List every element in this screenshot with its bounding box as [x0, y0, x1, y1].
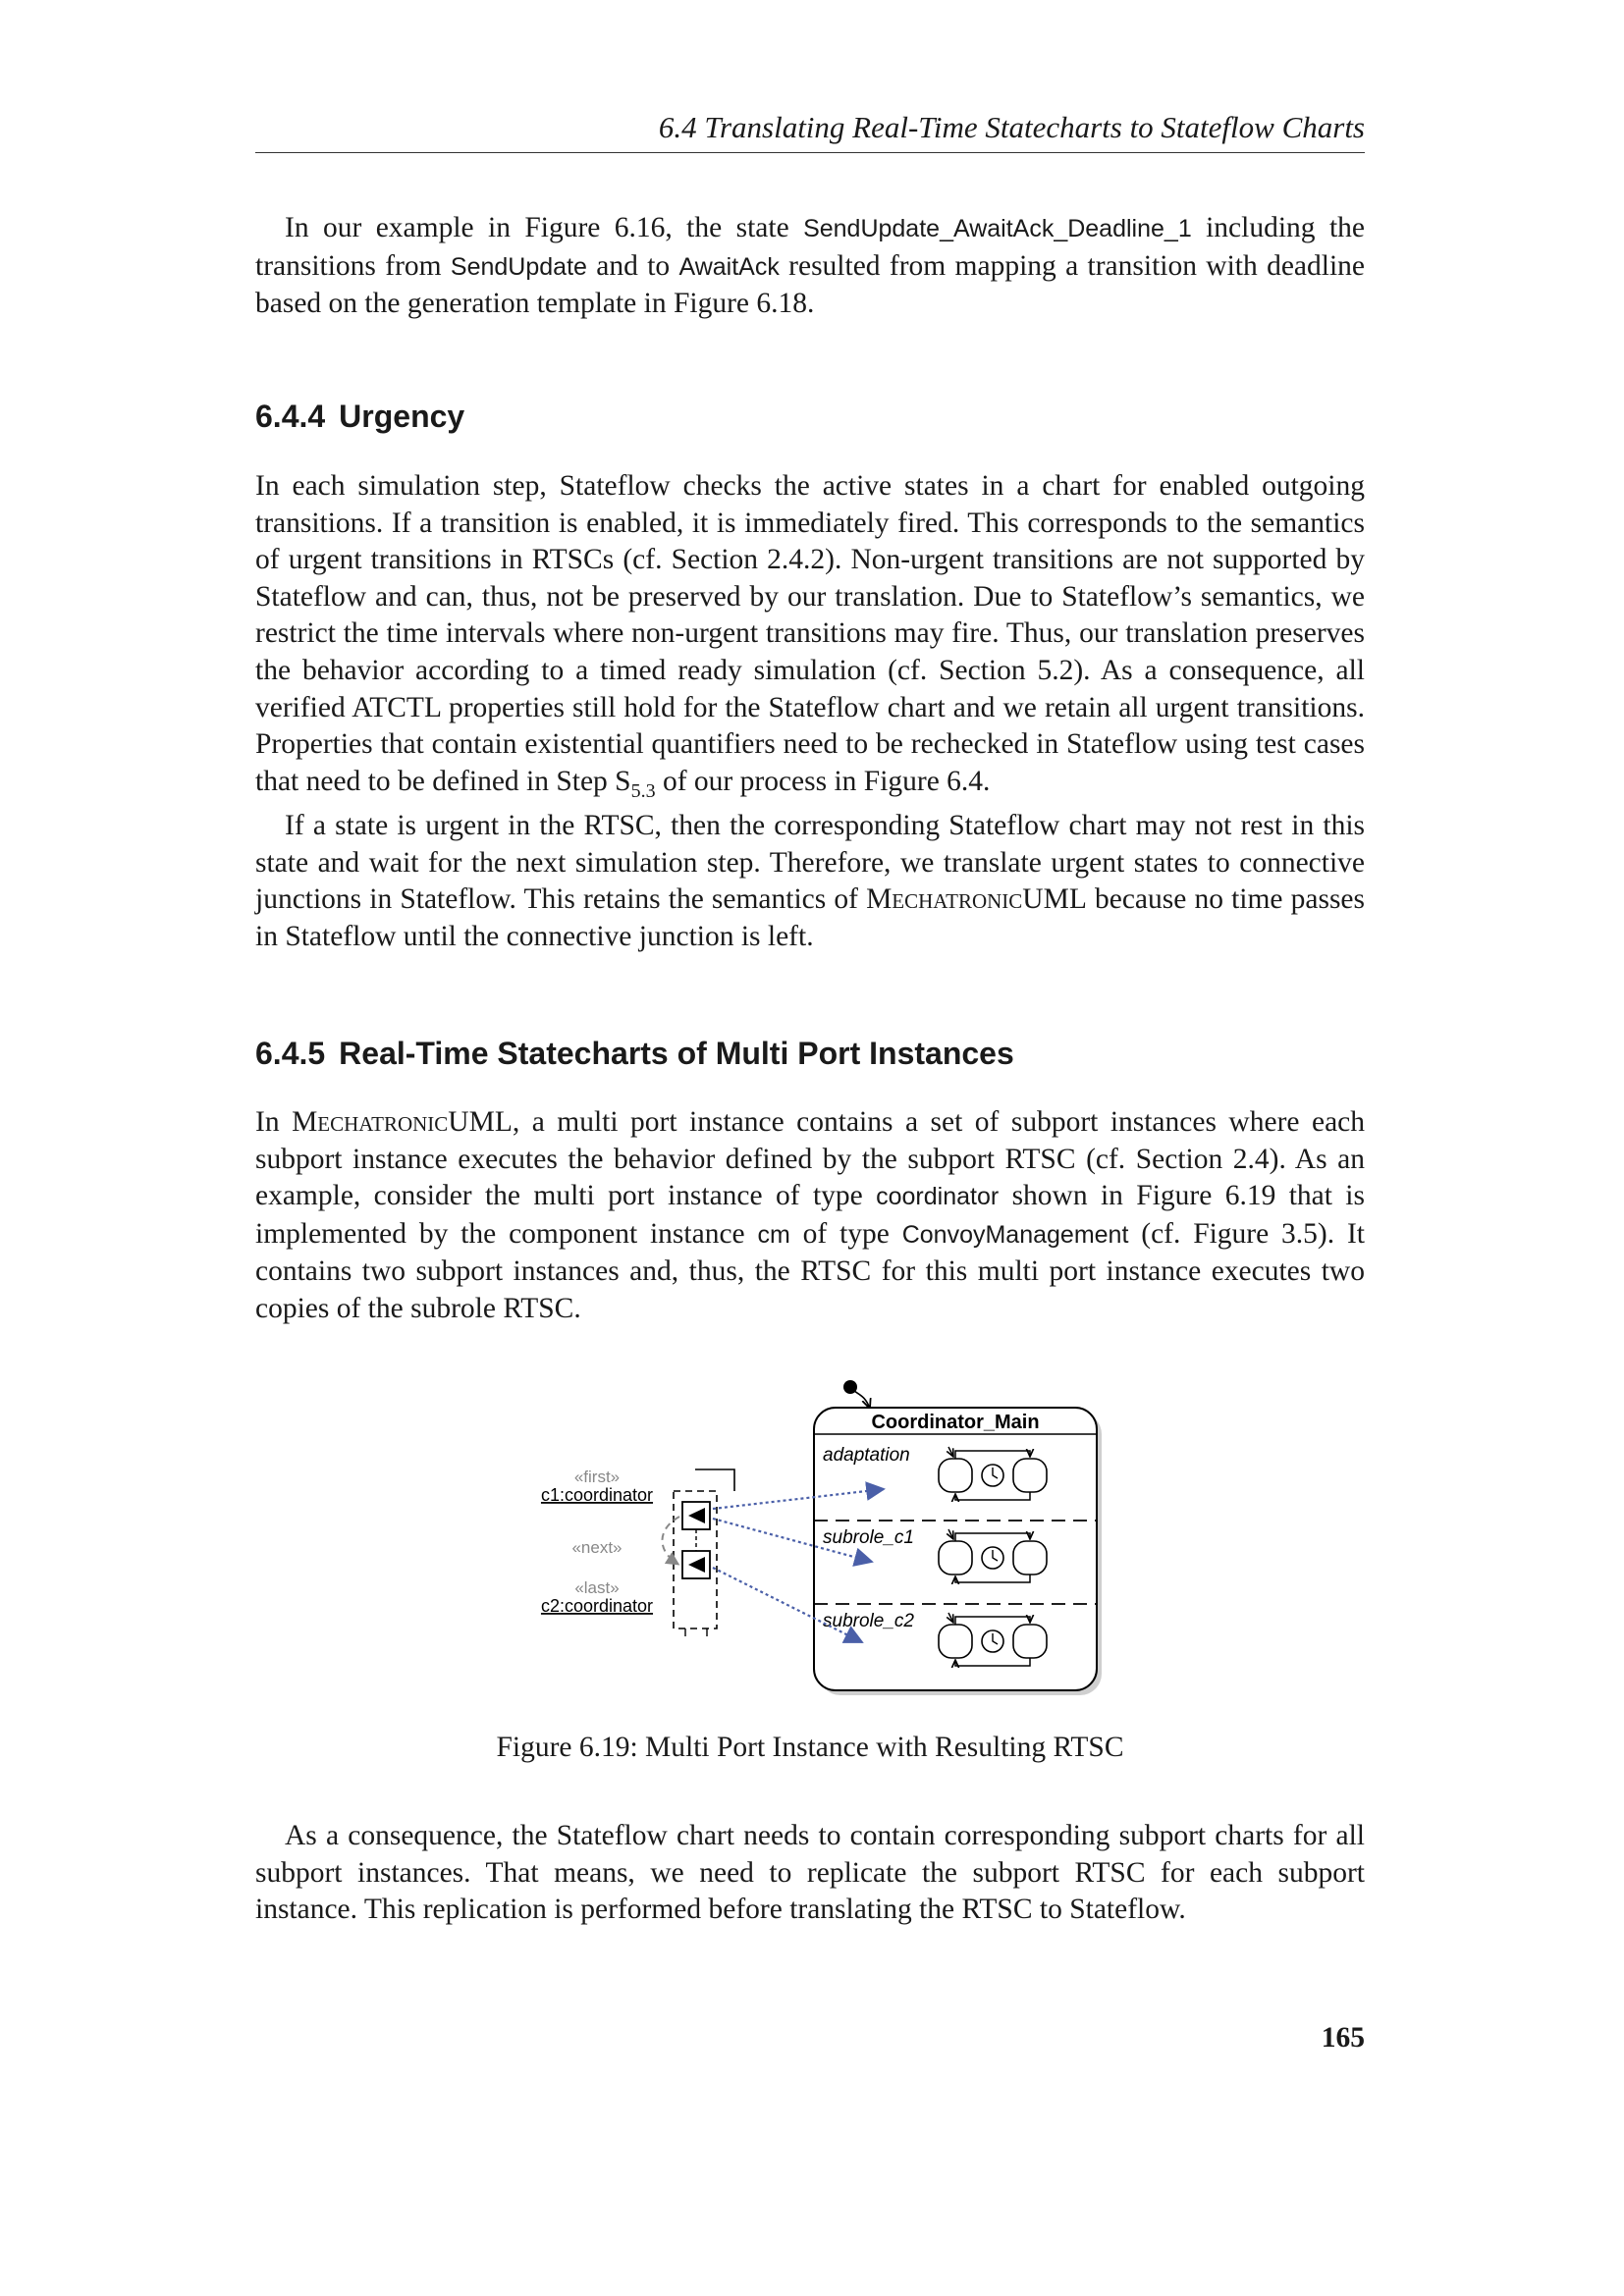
section-heading-6-4-5: 6.4.5 Real-Time Statecharts of Multi Port Instances	[255, 1036, 1014, 1071]
state-name: SendUpdate_AwaitAck_Deadline_1	[803, 215, 1192, 242]
step-subscript: 5.3	[630, 779, 656, 802]
region-label-adaptation: adaptation	[823, 1445, 910, 1466]
next-arrow	[662, 1517, 679, 1564]
component-instance: cm	[757, 1220, 790, 1249]
component-type: ConvoyManagement	[901, 1220, 1129, 1249]
port-label-c1: c1:coordinator	[540, 1485, 654, 1505]
brand-name: MechatronicUML	[292, 1106, 513, 1138]
paragraph-5: As a consequence, the Stateflow chart needs to contain corresponding subport charts for all subport instances. That means, we need to replicate the subport RTSC for each subport instance. This replication is performed before translating the RTSC to Stateflow.	[255, 1820, 1365, 1926]
multi-port-instance	[674, 1469, 734, 1636]
paragraph-3: If a state is urgent in the RTSC, then the corresponding Stateflow chart may not rest in this state and wait for the next simulation step. Therefore, we translate urgent states to connective junctions in Stateflow. This retains the semantics of MechatronicUML because no time passes in Stateflow until the connective junction is left.	[255, 810, 1365, 952]
stereotype-last-label: «last»	[574, 1578, 620, 1597]
statechart-title: Coordinator_Main	[871, 1412, 1040, 1433]
running-header: 6.4 Translating Real-Time Statecharts to Stateflow Charts	[658, 110, 1365, 144]
paragraph-4: In MechatronicUML, a multi port instance contains a set of subport instances where each subport instance executes the behavior defined by the subport RTSC (cf. Section 2.4). As an example, consider the multi port instance of type coordinator shown in Figure 6.19 that is implemented by the component instance cm of type ConvoyManagement (cf. Figure 3.5). It contains two subport instances and, thus, the RTSC for this multi port instance executes two copies of the subrole RTSC.	[255, 1106, 1365, 1324]
figure-caption: Figure 6.19: Multi Port Instance with Resulting RTSC	[496, 1732, 1124, 1763]
paragraph-2: In each simulation step, Stateflow checks the active states in a chart for enabled outgoing transitions. If a transition is enabled, it is immediately fired. This corresponds to the semantics of urgent transitions in RTSCs (cf. Section 2.4.2). Non-urgent transitions are not supported by Stateflow and can, thus, not be preserved by our translation. Due to Stateflow’s semantics, we restrict the time intervals where non-urgent transitions may fire. Thus, our translation preserves the behavior according to a timed ready simulation (cf. Section 5.2). As a consequence, all verified ATCTL properties still hold for the Stateflow chart and we retain all urgent transitions. Properties that contain existential quantifiers need to be rechecked in Stateflow using test cases that need to be defined in Step $S_{5.3}$ of our process in Figure 6.4.	[255, 470, 1365, 802]
initial-transition-arrow	[850, 1387, 870, 1409]
page-number: 165	[1321, 2022, 1365, 2054]
paragraph-1: In our example in Figure 6.16, the state SendUpdate_AwaitAck_Deadline_1 including the transitions from SendUpdate and to AwaitAck resulted from mapping a transition with deadline based on the generation template in Figure 6.18.	[255, 212, 1365, 320]
stereotype-first-label: «first»	[573, 1468, 621, 1486]
port-label-c2: c2:coordinator	[540, 1596, 654, 1616]
brand-name: MechatronicUML	[866, 883, 1087, 916]
stereotype-next-label: «next»	[571, 1538, 623, 1557]
region-label-subrole-c1: subrole_c1	[823, 1527, 914, 1548]
figure-6-19-diagram	[511, 1369, 1119, 1708]
region-label-subrole-c2: subrole_c2	[823, 1611, 914, 1631]
section-heading-6-4-4: 6.4.4 Urgency	[255, 399, 465, 434]
to-state: AwaitAck	[678, 252, 780, 281]
header-rule	[255, 152, 1365, 153]
from-state: SendUpdate	[450, 252, 587, 281]
port-type: coordinator	[876, 1183, 1000, 1211]
